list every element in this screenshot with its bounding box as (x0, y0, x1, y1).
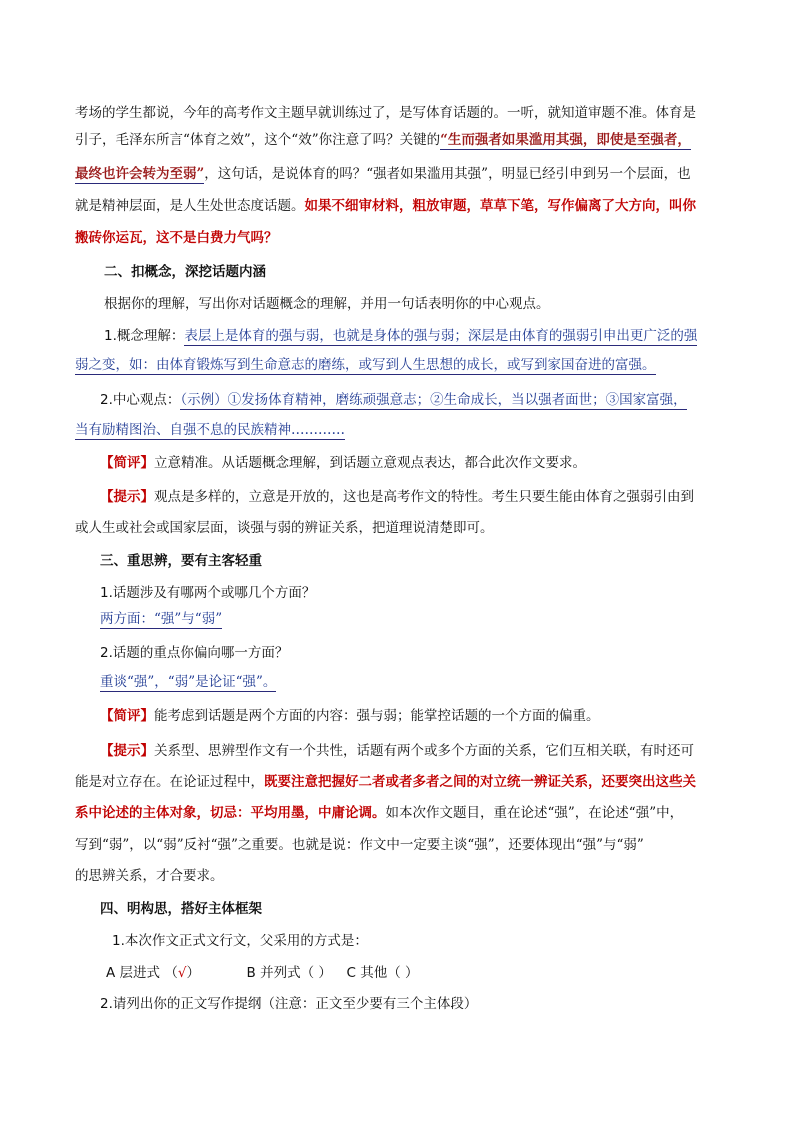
structure-options (106, 963, 419, 983)
text: 引子，毛泽东所言“体育之效”，这个“效”你注意了吗？关键的 (75, 132, 441, 148)
section3-tip-line2 (75, 772, 696, 792)
option-a-label: A 层进式 （ (106, 965, 178, 981)
label: 2.中心观点： (100, 392, 181, 408)
text: 能是对立存在。在论证过程中， (75, 774, 264, 790)
tip-tag: 【提示】 (100, 489, 154, 505)
section3-tip-line5: 的思辨关系，才合要求。 (75, 868, 224, 884)
answer-text: （示例）①发扬体育精神，磨练顽强意志；②生命成长，当以强者面世；③国家富强， (180, 392, 687, 408)
emphasis-text: 搬砖你运瓦，这不是白费力气吗？ (75, 230, 278, 246)
option-b[interactable]: B 并列式（ ） (246, 965, 332, 981)
key-quote: “生而强者如果滥用其强，即使是至强者， (440, 132, 691, 148)
answer-text: 当有励精图治、自强不息的民族精神………… (75, 422, 345, 438)
eval-tag: 【简评】 (100, 455, 154, 471)
option-a[interactable] (106, 965, 200, 981)
text: ，这句话，是说体育的吗？“强者如果滥用其强”，明显已经引申到另一个层面，也 (204, 166, 691, 182)
para1-line5 (75, 228, 278, 248)
emphasis-text: 如果不细审材料，粗放审题，草草下笔，写作偏离了大方向，叫你 (304, 198, 696, 214)
viewpoint-line1 (100, 390, 687, 410)
emphasis-text: 系中论述的主体对象，切忌：平均用墨，中庸论调。 (75, 805, 386, 821)
section2-eval (100, 453, 586, 473)
answer-text: 两方面：“强”与“弱” (100, 611, 223, 627)
text: 观点是多样的，立意是开放的，这也是高考作文的特性。考生只要生能由体育之强弱引由到 (154, 489, 694, 505)
para1-line1 (75, 103, 696, 123)
text: 关系型、思辨型作文有一个共性，话题有两个或多个方面的关系，它们互相关联，有时还可 (154, 743, 694, 759)
eval-tag: 【简评】 (100, 708, 154, 724)
check-mark-icon: √ (177, 965, 187, 981)
section3-eval (100, 706, 600, 726)
concept-line2 (75, 355, 656, 375)
label: 1.概念理解： (104, 328, 185, 344)
structure-question: 1.本次作文正式文行文，父采用的方式是： (112, 933, 368, 949)
para1-line4 (75, 196, 696, 216)
concept-line1 (104, 326, 697, 346)
tip-tag: 【提示】 (100, 743, 154, 759)
answer-text: 弱之变，如：由体育锻炼写到生命意志的磨练，或写到人生思想的成长，或写到家国奋进的富强。 (75, 357, 656, 373)
section3-tip-line3 (75, 803, 683, 823)
section2-tip-line1 (100, 487, 694, 507)
para1-line3 (75, 164, 691, 184)
question1: 1.话题涉及有哪两个或哪几个方面？ (100, 585, 316, 601)
text: 考场的学生都说，今年的高考作文主题早就训练过了，是写体育话题的。一听，就知道审题不准。体育是 (75, 105, 696, 121)
answer2 (100, 672, 276, 692)
text: 就是精神层面，是人生处世态度话题。 (75, 198, 305, 214)
section2-heading: 二、扣概念，深挖话题内涵 (104, 264, 266, 280)
text: 如本次作文题目，重在论述“强”，在论述“强”中， (385, 805, 684, 821)
viewpoint-line2 (75, 420, 345, 440)
emphasis-text: 既要注意把握好二者或者多者之间的对立统一辨证关系，还要突出这些关 (264, 774, 696, 790)
section2-intro: 根据你的理解，写出你对话题概念的理解，并用一句话表明你的中心观点。 (104, 296, 550, 312)
answer-text: 表层上是体育的强与弱，也就是身体的强与弱；深层是由体育的强弱引申出更广泛的强 (184, 328, 698, 344)
option-c[interactable]: C 其他（ ） (346, 965, 419, 981)
text: 立意精准。从话题概念理解，到话题立意观点表达，都合此次作文要求。 (154, 455, 586, 471)
section3-heading: 三、重思辨，要有主客轻重 (100, 553, 262, 569)
section3-tip-line1 (100, 741, 694, 761)
question2: 2.话题的重点你偏向哪一方面？ (100, 645, 289, 661)
answer-text: 重谈“强”，“弱”是论证“强”。 (100, 674, 277, 690)
answer1 (100, 609, 222, 629)
section2-tip-line2: 或人生或社会或国家层面，谈强与弱的辨证关系，把道理说清楚即可。 (75, 520, 494, 536)
text: 能考虑到话题是两个方面的内容：强与弱；能掌控话题的一个方面的偏重。 (154, 708, 600, 724)
option-a-bracket: ） (186, 965, 200, 981)
section3-tip-line4: 写到“弱”，以“弱”反衬“强”之重要。也就是说：作文中一定要主谈“强”，还要体现出“强”与“弱” (75, 837, 644, 853)
para1-line2 (75, 130, 691, 150)
key-quote: 最终也许会转为至弱” (75, 166, 205, 182)
section4-heading: 四、明构思，搭好主体框架 (100, 901, 262, 917)
outline-question: 2.请列出你的正文写作提纲（注意：正文至少要有三个主体段） (100, 996, 478, 1012)
